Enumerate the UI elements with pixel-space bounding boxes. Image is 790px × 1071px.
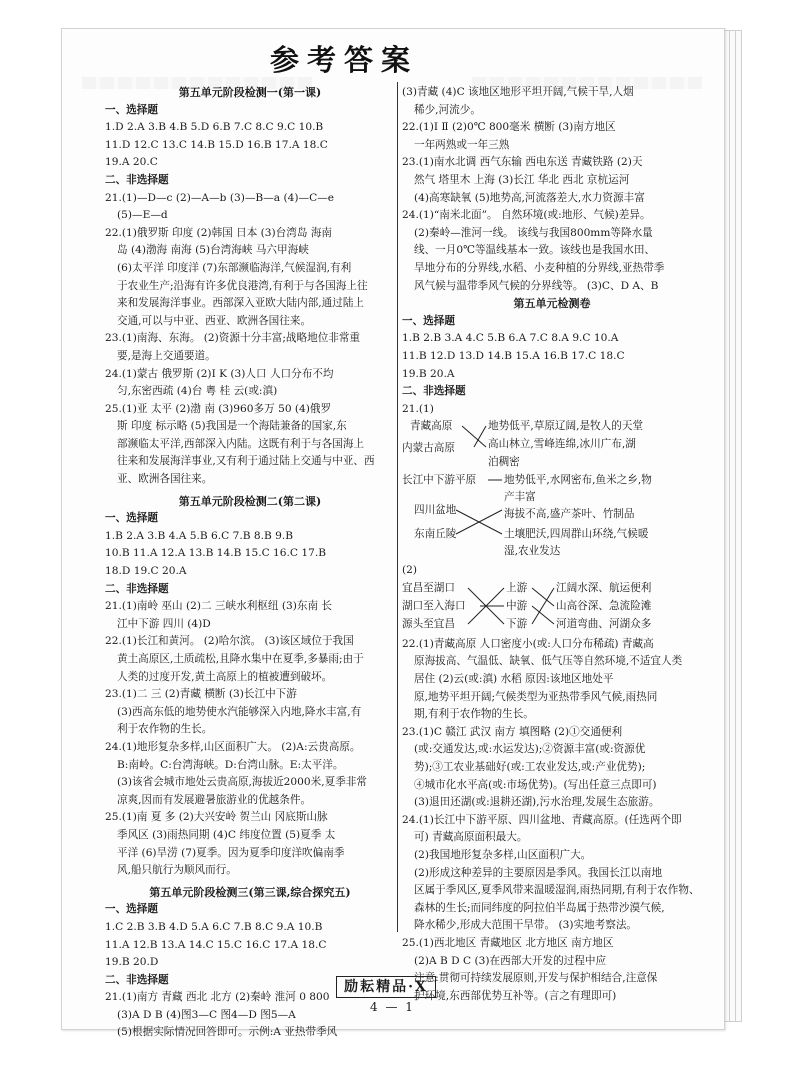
answer-line: 24.(1)“南米北面”。 自然环境(或:地形、气候)差异。 [402, 209, 651, 222]
answer-line: 25.(1)亚 太平 (2)渤 南 (3)960多万 50 (4)俄罗 [105, 402, 332, 415]
match-left-item: 湖口至入海口 [402, 599, 466, 612]
answer-line: 11.D 12.C 13.C 14.B 15.D 16.B 17.A 18.C [105, 138, 328, 151]
answer-line: 然气 塔里木 上海 (3)长江 华北 西北 京杭运河 [414, 173, 630, 186]
answer-line: 部濒临太平洋,西部深入内陆。这既有利于与各国海上 [117, 437, 365, 450]
match-right-item: 地势低平,草原辽阔,是牧人的天堂 [488, 420, 644, 433]
answer-line: 19.B 20.D [105, 956, 159, 969]
answer-line: 1.C 2.B 3.B 4.D 5.A 6.C 7.B 8.C 9.A 10.B [105, 920, 323, 933]
answer-line: 江中下游 四川 (4)D [117, 617, 211, 630]
answer-line: 25.(1)南 夏 多 (2)大兴安岭 贺兰山 冈底斯山脉 [105, 811, 328, 824]
answer-line: (2)秦岭—淮河一线。 该线与我国800mm等降水量 [414, 226, 653, 239]
match-left-item: 内蒙古高原 [402, 442, 455, 455]
answer-line: 要,是海上交通要道。 [117, 349, 216, 362]
answer-line: 斯 印度 标示略 (5)我国是一个海陆兼备的国家,东 [117, 420, 347, 433]
answer-line: (6)太平洋 印度洋 (7)东部濒临海洋,气候湿润,有利 [117, 261, 352, 274]
match-right-item: 地势低平,水网密布,鱼米之乡,物 [504, 474, 652, 487]
answer-line: 11.B 12.D 13.D 14.B 15.A 16.B 17.C 18.C [402, 349, 625, 362]
answer-line: 19.A 20.C [105, 156, 158, 169]
answer-line: (3)A D B (4)图3—C 图4—D 图5—A [117, 1008, 296, 1021]
answer-line: 降水稀少,形成大范围干旱带。 (3)实地考察法。 [414, 919, 638, 932]
answer-line: 注意:贯彻可持续发展原则,开发与保护相结合,注意保 [414, 972, 658, 985]
answer-line: 来和发展海洋事业。西部深入亚欧大陆内部,通过陆上 [117, 297, 365, 310]
answer-line: 交通,可以与中亚、西亚、欧洲各国往来。 [117, 314, 312, 327]
matching-diagram-yangtze [402, 580, 702, 636]
answer-line: 1.D 2.A 3.B 4.B 5.D 6.B 7.C 8.C 9.C 10.B [105, 121, 324, 134]
answer-line: 人类的过度开发,黄土高原上的植被遭到破坏。 [117, 670, 333, 683]
answer-line: 势);③工农业基础好(或:工农业发达,或:产业优势); [414, 761, 646, 774]
matching-diagram-regions [402, 472, 702, 562]
match-right-item: 泊稠密 [488, 456, 520, 469]
answer-line: (2)我国地形复杂多样,山区面积广大。 [414, 849, 592, 861]
page-number: 4 — 1 [370, 1000, 415, 1014]
answer-line: 21.(1)南岭 巫山 (2)二 三峡水利枢纽 (3)东南 长 [105, 600, 333, 613]
answer-line: 22.(1)Ⅰ Ⅱ (2)0℃ 800毫米 横断 (3)南方地区 [402, 121, 616, 134]
continued-answers [402, 84, 702, 295]
match-right-item: 产丰富 [504, 491, 536, 504]
choice-heading: 一、选择题 [105, 903, 158, 916]
nonchoice-answers [105, 598, 395, 880]
answer-line: 1.B 2.B 3.A 4.C 5.B 6.A 7.C 8.A 9.C 10.A [402, 332, 619, 345]
answer-line: 23.(1)南水北调 西气东输 西电东送 青藏铁路 (2)天 [402, 156, 643, 169]
answer-line: 10.B 11.A 12.A 13.B 14.B 15.C 16.C 17.B [105, 547, 327, 560]
answer-line: (5)—E—d [117, 209, 168, 222]
nonchoice-heading: 二、非选择题 [402, 385, 466, 398]
answer-line: 护环境,东西部优势互补等。(言之有理即可) [414, 989, 617, 1002]
match-mid-item: 上游 [506, 581, 528, 594]
match-right-item: 土壤肥沃,四周群山环绕,气候暖 [504, 528, 649, 541]
choice-answers [402, 330, 702, 383]
answer-line: (2)A B D C (3)在西部大开发的过程中应 [414, 954, 607, 967]
match-left-item: 宜昌至湖口 [402, 581, 455, 594]
answer-line: 森林的生长;而同纬度的阿拉伯半岛属于热带沙漠气候, [414, 901, 665, 914]
question-21-part2-label: (2) [402, 564, 418, 577]
answer-line: 可) 青藏高原面积最大。 [414, 831, 528, 844]
answer-line: 19.B 20.A [402, 367, 455, 380]
answer-line: (4)高寒缺氧 (5)地势高,河流落差大,水力资源丰富 [414, 191, 645, 204]
question-21-label: 21.(1) [402, 402, 434, 415]
answer-line: 21.(1)—D—c (2)—A—b (3)—B—a (4)—C—e [105, 191, 335, 204]
match-right-item: 海拔不高,盛产茶叶、竹制品 [504, 508, 635, 521]
answer-line: (或:交通发达,或:水运发达);②资源丰富(或:资源优 [414, 743, 646, 756]
answer-line: 24.(1)长江中下游平原、四川盆地、青藏高原。(任选两个即 [402, 813, 682, 826]
answer-line: 22.(1)长江和黄河。 (2)哈尔滨。 (3)该区域位于我国 [105, 635, 354, 648]
answer-line: B:南岭。C:台湾海峡。D:台湾山脉。E:太平洋。 [117, 758, 344, 771]
answer-line: 线、一月0℃等温线基本一致。该线也是我国水田、 [414, 244, 656, 257]
answer-line: 往来和发展海洋事业,又有利于通过陆上交通与中亚、西 [117, 455, 375, 468]
answer-line: 期,有利于农作物的生长。 [414, 708, 534, 721]
nonchoice-heading: 二、非选择题 [105, 173, 169, 186]
answer-line: 亚、欧洲各国往来。 [117, 473, 213, 486]
answer-line: (5)根据实际情况回答即可。示例:A 亚热带季风 [117, 1026, 338, 1039]
choice-heading: 一、选择题 [105, 103, 158, 116]
answer-line: 黄土高原区,土质疏松,且降水集中在夏季,多暴雨;由于 [117, 653, 364, 665]
answer-line: 11.A 12.B 13.A 14.C 15.C 16.C 17.A 18.C [105, 938, 327, 951]
match-right-item: 山高谷深、急流险滩 [556, 599, 652, 612]
answer-line: 稀少,河流少。 [414, 103, 481, 116]
answer-line: (3)退田还湖(或:退耕还湖),污水治理,发展生态旅游。 [414, 796, 660, 809]
matching-diagram-plateaus [402, 418, 702, 472]
match-left-item: 青藏高原 [410, 420, 453, 433]
match-left-item: 四川盆地 [414, 504, 457, 517]
nonchoice-heading: 二、非选择题 [105, 973, 169, 986]
section-title: 第五单元检测卷 [513, 297, 591, 311]
answer-line: 原,地势平坦开阔;气候类型为亚热带季风气候,雨热同 [414, 690, 658, 703]
nonchoice-heading: 二、非选择题 [105, 582, 169, 595]
section-title: 第五单元阶段检测一(第一课) [178, 86, 322, 99]
answer-line: 一年两熟或一年三熟 [414, 138, 510, 151]
answer-line: 季风区 (3)雨热同期 (4)C 纬度位置 (5)夏季 太 [117, 828, 336, 841]
answer-line: (3)西高东低的地势使水汽能够深入内地,降水丰富,有 [117, 705, 362, 718]
answer-line: (3)该省会城市地处云贵高原,海拔近2000米,夏季非常 [117, 776, 367, 789]
answer-line: 23.(1)C 赣江 武汉 南方 填图略 (2)①交通便利 [402, 725, 623, 738]
choice-answers [105, 528, 395, 581]
answer-line: (3)青藏 (4)C 该地区地形平坦开阔,气候干旱,人烟 [402, 86, 634, 98]
answer-line: 利于农作物的生长。 [117, 723, 213, 736]
answer-line: 区属于季风区,夏季风带来温暖湿润,雨热同期,有利于农作物、 [414, 884, 700, 897]
answer-line: 24.(1)蒙古 俄罗斯 (2)I K (3)人口 人口分布不均 [105, 367, 334, 380]
match-left-item: 长江中下游平原 [402, 474, 477, 487]
choice-answers [105, 119, 395, 172]
match-mid-item: 中游 [506, 599, 528, 612]
answer-line: 原海拔高、气温低、缺氧、低气压等自然环境,不适宜人类 [414, 655, 683, 668]
answer-line: ④城市化水平高(或:市场优势)。(写出任意三点即可) [414, 778, 657, 791]
answer-line: 居住 (2)云(或:滇) 水稻 原因:该地区地处平 [414, 673, 614, 686]
choice-heading: 一、选择题 [105, 512, 158, 525]
answer-line: 24.(1)地形复杂多样,山区面积广大。 (2)A:云贵高原。 [105, 740, 361, 753]
answer-line: 风,船只航行为顺风而行。 [117, 864, 237, 877]
brand-logo: 励耘精品·X [336, 976, 436, 998]
answer-line: 22.(1)青藏高原 人口密度小(或:人口分布稀疏) 青藏高 [402, 637, 654, 650]
choice-heading: 一、选择题 [402, 314, 455, 327]
answer-line: 旱地分布的分界线,水稻、小麦种植的分界线,亚热带季 [414, 261, 665, 274]
answer-line: 风气候与温带季风气候的分界线等。 (3)C、D A、B [414, 279, 659, 292]
right-column [402, 84, 702, 1005]
column-divider [397, 82, 398, 932]
answer-line: 23.(1)二 三 (2)青藏 横断 (3)长江中下游 [105, 688, 297, 701]
answer-line: 凉爽,因而有发展避暑旅游业的优越条件。 [117, 793, 312, 806]
section-title: 第五单元阶段检测二(第二课) [178, 494, 322, 508]
match-mid-item: 下游 [506, 617, 528, 630]
answer-line: (2)形成这种差异的主要原因是季风。我国长江以南地 [414, 866, 663, 879]
page-title: 参考答案 [270, 43, 419, 77]
match-right-item: 河道弯曲、河湖众多 [556, 617, 652, 630]
answer-line: 18.D 19.C 20.A [105, 565, 187, 578]
answer-line: 岛 (4)渤海 南海 (5)台湾海峡 马六甲海峡 [117, 244, 309, 257]
answer-line: 23.(1)南海、东海。 (2)资源十分丰富;战略地位非常重 [105, 332, 361, 345]
answer-line: 22.(1)俄罗斯 印度 (2)韩国 日本 (3)台湾岛 海南 [105, 226, 333, 239]
nonchoice-answers [105, 190, 395, 489]
answer-line: 于农业生产;沿海有许多优良港湾,有利于与各国海上往 [117, 279, 368, 292]
answer-line: 25.(1)西北地区 青藏地区 北方地区 南方地区 [402, 936, 614, 949]
match-left-item: 东南丘陵 [414, 528, 457, 541]
match-right-item: 湿,农业发达 [504, 545, 561, 558]
match-right-item: 江阔水深、航运便利 [556, 581, 652, 594]
match-left-item: 源头至宜昌 [402, 617, 455, 630]
nonchoice-answers [402, 636, 702, 1005]
answer-line: 匀,东密西疏 (4)台 粤 桂 云(或:滇) [117, 385, 278, 398]
section-title: 第五单元阶段检测三(第三课,综合探究五) [149, 885, 351, 899]
answer-line: 1.B 2.A 3.B 4.A 5.B 6.C 7.B 8.B 9.B [105, 529, 294, 542]
choice-answers [105, 919, 395, 972]
answer-line: 21.(1)南方 青藏 西北 北方 (2)秦岭 淮河 0 800 [105, 991, 330, 1004]
left-column [105, 84, 395, 1042]
answer-line: 平洋 (6)旱涝 (7)夏季。因为夏季印度洋吹偏南季 [117, 846, 345, 859]
match-right-item: 高山林立,雪峰连绵,冰川广布,湖 [488, 438, 636, 451]
